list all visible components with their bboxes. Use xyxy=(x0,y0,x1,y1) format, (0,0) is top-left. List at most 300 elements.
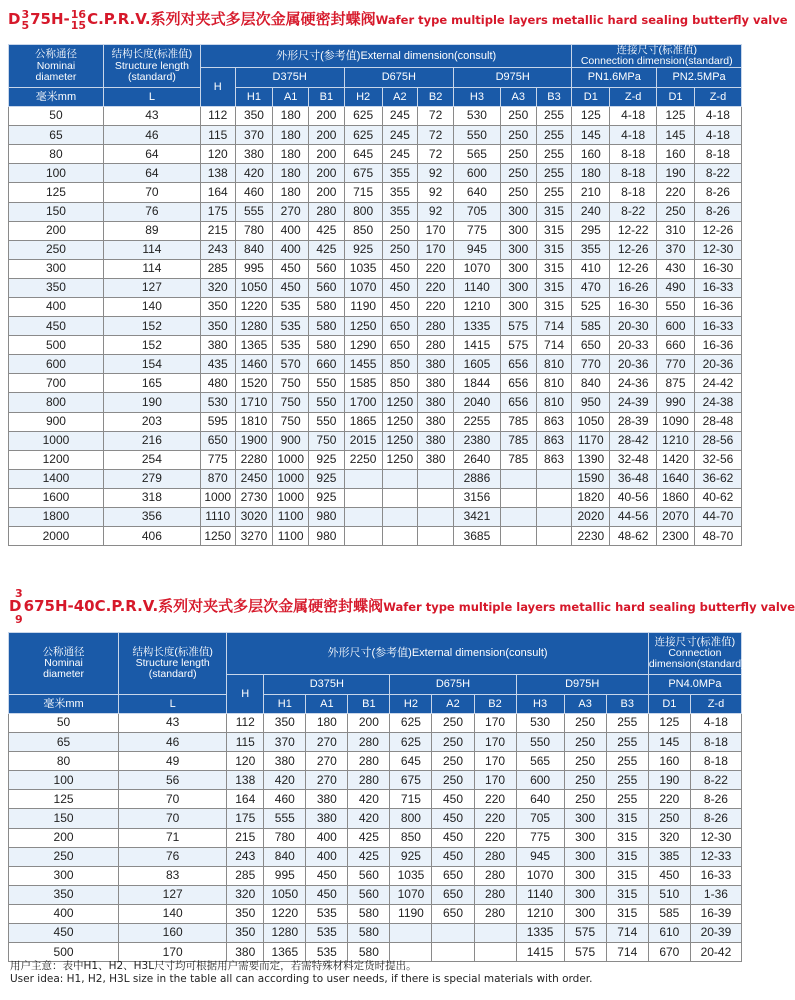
table-cell: 315 xyxy=(536,240,572,259)
table-cell: 430 xyxy=(657,259,695,278)
table-cell: 138 xyxy=(227,771,264,790)
structure-length-en2: (standard) xyxy=(127,70,176,83)
table-cell: 565 xyxy=(453,145,500,164)
pn16-header: PN1.6MPa xyxy=(572,68,657,88)
table-cell: 435 xyxy=(200,355,235,374)
table-cell: 250 xyxy=(9,240,104,259)
table-cell: 2280 xyxy=(235,450,273,469)
table-cell: 380 xyxy=(418,431,454,450)
table-cell: 450 xyxy=(273,278,309,297)
table-cell: 2020 xyxy=(572,508,610,527)
table-cell: 80 xyxy=(9,145,104,164)
table-cell xyxy=(382,508,418,527)
table-cell: 380 xyxy=(418,355,454,374)
table-cell: 945 xyxy=(453,240,500,259)
structure-length-cn: 结构长度(标准值) xyxy=(111,48,193,61)
structure-length-en2: (standard) xyxy=(148,668,197,680)
table-cell: 1280 xyxy=(235,317,273,336)
table-cell: 450 xyxy=(382,297,418,316)
table-cell: 625 xyxy=(390,733,432,752)
table-cell: 2640 xyxy=(453,450,500,469)
table-cell: 785 xyxy=(500,412,536,431)
table-cell: 870 xyxy=(200,469,235,488)
d675h-header: D675H xyxy=(344,68,453,88)
table-cell: 1590 xyxy=(572,469,610,488)
table-cell: 255 xyxy=(536,145,572,164)
table-cell xyxy=(382,488,418,507)
a1-header: A1 xyxy=(273,88,309,107)
table-cell: 315 xyxy=(536,221,572,240)
table-cell: 300 xyxy=(564,828,606,847)
table-cell: 164 xyxy=(200,183,235,202)
table-cell: 1250 xyxy=(200,527,235,546)
table-cell: 315 xyxy=(606,904,648,923)
nominal-diameter-header xyxy=(9,633,119,695)
table-cell: 20-42 xyxy=(690,943,741,962)
table-cell: 980 xyxy=(309,508,345,527)
table-cell: 76 xyxy=(119,847,227,866)
table-cell: 254 xyxy=(103,450,200,469)
table-cell: 560 xyxy=(309,259,345,278)
table-cell: 2015 xyxy=(344,431,382,450)
table-cell: 595 xyxy=(200,412,235,431)
title2-model-sup: 3 xyxy=(15,587,23,600)
table-cell: 250 xyxy=(9,847,119,866)
table-cell: 350 xyxy=(235,107,273,126)
table-cell xyxy=(418,527,454,546)
table-cell: 500 xyxy=(9,336,104,355)
table-cell: 1070 xyxy=(453,259,500,278)
table-cell: 320 xyxy=(648,828,690,847)
table-cell: 1365 xyxy=(264,943,306,962)
table-cell: 120 xyxy=(227,752,264,771)
table-cell: 400 xyxy=(306,847,348,866)
table-cell: 2255 xyxy=(453,412,500,431)
table-cell: 450 xyxy=(648,866,690,885)
table-row xyxy=(9,145,742,164)
table-cell xyxy=(500,508,536,527)
table-cell: 450 xyxy=(9,924,119,943)
table-cell: 1900 xyxy=(235,431,273,450)
table-cell: 70 xyxy=(119,809,227,828)
table-cell: 3270 xyxy=(235,527,273,546)
table-row xyxy=(9,904,742,923)
table-cell: 4-18 xyxy=(694,126,741,145)
table-cell: 775 xyxy=(453,221,500,240)
table-cell: 3685 xyxy=(453,527,500,546)
table-cell: 1-36 xyxy=(690,885,741,904)
table-cell: 64 xyxy=(103,164,200,183)
table-cell: 750 xyxy=(309,431,345,450)
table-cell: 420 xyxy=(235,164,273,183)
table-cell: 190 xyxy=(103,393,200,412)
table-cell: 315 xyxy=(606,828,648,847)
table-cell xyxy=(474,924,516,943)
table-cell: 170 xyxy=(474,733,516,752)
table-cell: 220 xyxy=(648,790,690,809)
table-cell: 800 xyxy=(344,202,382,221)
table-row xyxy=(9,317,742,336)
table-cell: 36-48 xyxy=(610,469,657,488)
table-cell: 300 xyxy=(500,202,536,221)
table-cell: 160 xyxy=(657,145,695,164)
table-cell: 2380 xyxy=(453,431,500,450)
table-cell: 490 xyxy=(657,278,695,297)
table-cell: 70 xyxy=(119,790,227,809)
table-cell: 255 xyxy=(606,790,648,809)
table-cell: 89 xyxy=(103,221,200,240)
table-row xyxy=(9,733,742,752)
table-row xyxy=(9,885,742,904)
table-cell: 1070 xyxy=(516,866,564,885)
table-cell: 315 xyxy=(606,809,648,828)
table-cell: 4-18 xyxy=(610,126,657,145)
table-cell: 1520 xyxy=(235,374,273,393)
table-cell: 315 xyxy=(536,278,572,297)
table-cell: 810 xyxy=(536,374,572,393)
table1-title xyxy=(8,8,788,31)
table-cell: 585 xyxy=(648,904,690,923)
table-cell: 72 xyxy=(418,145,454,164)
table-cell: 175 xyxy=(227,809,264,828)
table-cell: 530 xyxy=(453,107,500,126)
table-cell: 350 xyxy=(200,297,235,316)
table-cell: 16-36 xyxy=(694,336,741,355)
table-cell: 660 xyxy=(309,355,345,374)
table-cell: 370 xyxy=(264,733,306,752)
table-cell: 2730 xyxy=(235,488,273,507)
table-cell: 180 xyxy=(273,126,309,145)
table-cell: 245 xyxy=(382,145,418,164)
table-cell: 650 xyxy=(572,336,610,355)
table-cell: 410 xyxy=(572,259,610,278)
table-cell: 285 xyxy=(227,866,264,885)
table-cell: 8-26 xyxy=(690,809,741,828)
table-cell: 1415 xyxy=(453,336,500,355)
table-cell: 1170 xyxy=(572,431,610,450)
table-cell: 40-62 xyxy=(694,488,741,507)
d375h-header: D375H xyxy=(235,68,344,88)
table-cell: 995 xyxy=(264,866,306,885)
table-cell: 400 xyxy=(306,828,348,847)
table-cell: 535 xyxy=(306,924,348,943)
title2-chinese: 系列对夹式多层次金属硬密封蝶阀 xyxy=(158,597,384,615)
table-cell: 300 xyxy=(9,259,104,278)
table-cell: 46 xyxy=(119,733,227,752)
table-cell: 1365 xyxy=(235,336,273,355)
table-cell: 170 xyxy=(119,943,227,962)
table-cell: 200 xyxy=(9,828,119,847)
table-cell: 270 xyxy=(273,202,309,221)
table-cell: 700 xyxy=(9,374,104,393)
d1-header: D1 xyxy=(572,88,610,107)
table-cell: 380 xyxy=(306,809,348,828)
table-cell: 380 xyxy=(264,752,306,771)
table-cell: 380 xyxy=(418,450,454,469)
table-cell: 1455 xyxy=(344,355,382,374)
table-cell: 300 xyxy=(564,866,606,885)
table-cell: 200 xyxy=(309,107,345,126)
table-cell: 350 xyxy=(9,278,104,297)
table-cell: 810 xyxy=(536,393,572,412)
table-cell: 170 xyxy=(474,752,516,771)
table-cell: 70 xyxy=(103,183,200,202)
table-cell: 270 xyxy=(306,752,348,771)
table-cell: 1190 xyxy=(344,297,382,316)
table-cell: 32-56 xyxy=(694,450,741,469)
d1-header: D1 xyxy=(657,88,695,107)
table-cell: 925 xyxy=(390,847,432,866)
table-row xyxy=(9,752,742,771)
table-cell: 160 xyxy=(119,924,227,943)
table-cell: 250 xyxy=(432,771,474,790)
table-cell: 714 xyxy=(606,924,648,943)
table-cell: 200 xyxy=(348,714,390,733)
nominal-diameter-en1: Nominai xyxy=(36,59,76,72)
table-cell: 1210 xyxy=(453,297,500,316)
table-cell: 535 xyxy=(273,317,309,336)
table-cell: 8-18 xyxy=(610,145,657,164)
table-cell: 380 xyxy=(200,336,235,355)
table-cell: 20-36 xyxy=(694,355,741,374)
table-cell: 714 xyxy=(606,943,648,962)
table-cell: 8-18 xyxy=(610,183,657,202)
table-cell: 1290 xyxy=(344,336,382,355)
table-cell: 600 xyxy=(516,771,564,790)
table-cell: 315 xyxy=(536,202,572,221)
table-cell: 863 xyxy=(536,412,572,431)
table-cell: 2450 xyxy=(235,469,273,488)
table-cell: 945 xyxy=(516,847,564,866)
table-cell: 280 xyxy=(474,904,516,923)
table-cell: 640 xyxy=(516,790,564,809)
table-cell: 810 xyxy=(536,355,572,374)
table-cell: 355 xyxy=(382,183,418,202)
table-cell: 660 xyxy=(657,336,695,355)
table-cell xyxy=(344,488,382,507)
table-cell: 560 xyxy=(348,866,390,885)
table-cell: 610 xyxy=(648,924,690,943)
table-cell: 480 xyxy=(200,374,235,393)
table-cell: 1210 xyxy=(657,431,695,450)
table-cell: 785 xyxy=(500,431,536,450)
table-cell: 72 xyxy=(418,126,454,145)
table-cell: 190 xyxy=(648,771,690,790)
table-row xyxy=(9,374,742,393)
table-cell: 1700 xyxy=(344,393,382,412)
table-cell: 863 xyxy=(536,431,572,450)
table-cell: 1400 xyxy=(9,469,104,488)
table-cell: 425 xyxy=(348,828,390,847)
table-cell: 8-22 xyxy=(694,164,741,183)
table-cell: 16-36 xyxy=(694,297,741,316)
table-cell: 12-30 xyxy=(690,828,741,847)
connection-dimension-en: Connection dimension(standard) xyxy=(580,55,733,68)
table-cell: 580 xyxy=(348,924,390,943)
table-cell: 180 xyxy=(273,145,309,164)
table-cell: 127 xyxy=(119,885,227,904)
table-cell: 2040 xyxy=(453,393,500,412)
table-cell: 1050 xyxy=(235,278,273,297)
table-cell: 164 xyxy=(227,790,264,809)
table-cell: 580 xyxy=(309,317,345,336)
table-cell: 4-18 xyxy=(690,714,741,733)
table-cell: 115 xyxy=(200,126,235,145)
table-cell: 580 xyxy=(309,297,345,316)
table-cell: 200 xyxy=(9,221,104,240)
table-cell: 280 xyxy=(348,733,390,752)
table-cell: 145 xyxy=(657,126,695,145)
table-cell xyxy=(500,469,536,488)
table-cell: 250 xyxy=(500,107,536,126)
table-cell: 250 xyxy=(564,752,606,771)
table-cell: 714 xyxy=(536,336,572,355)
table-cell: 140 xyxy=(119,904,227,923)
table-cell: 8-18 xyxy=(610,164,657,183)
table-cell: 250 xyxy=(500,126,536,145)
table-cell: 250 xyxy=(500,145,536,164)
table-cell: 580 xyxy=(309,336,345,355)
table-cell: 12-22 xyxy=(610,221,657,240)
table-row xyxy=(9,202,742,221)
table-cell: 840 xyxy=(264,847,306,866)
table-cell: 775 xyxy=(516,828,564,847)
table-cell: 280 xyxy=(474,885,516,904)
h1-header: H1 xyxy=(235,88,273,107)
table-cell: 24-39 xyxy=(610,393,657,412)
table-cell: 3020 xyxy=(235,508,273,527)
table-cell: 220 xyxy=(418,259,454,278)
table-cell xyxy=(536,508,572,527)
table-row xyxy=(9,847,742,866)
table-cell: 1070 xyxy=(344,278,382,297)
title1-pressure-top: 16 xyxy=(70,7,87,21)
table-row xyxy=(9,714,742,733)
table-cell: 80 xyxy=(9,752,119,771)
table-row xyxy=(9,431,742,450)
table-cell: 255 xyxy=(536,164,572,183)
table-cell: 300 xyxy=(500,240,536,259)
footnote-chinese: 用户主意：表中H1、H2、H3L尺寸均可根据用户需要而定，若需特殊材料定货时提出。 xyxy=(10,960,417,972)
title2-english: Wafer type multiple layers metallic hard sealing butterfly valve xyxy=(383,600,795,614)
table-cell: 355 xyxy=(382,202,418,221)
table-cell: 500 xyxy=(9,943,119,962)
table-cell: 650 xyxy=(432,866,474,885)
table-cell: 4-18 xyxy=(694,107,741,126)
d1-header: D1 xyxy=(648,695,690,714)
table-cell: 450 xyxy=(382,278,418,297)
table-cell: 1100 xyxy=(273,508,309,527)
table-cell: 1090 xyxy=(657,412,695,431)
table-cell: 1100 xyxy=(273,527,309,546)
table-cell: 280 xyxy=(348,752,390,771)
table-cell: 145 xyxy=(572,126,610,145)
table-row xyxy=(9,508,742,527)
table-row xyxy=(9,412,742,431)
table-cell: 714 xyxy=(536,317,572,336)
table-row xyxy=(9,278,742,297)
structure-length-cn: 结构长度(标准值) xyxy=(132,645,213,658)
table-cell: 125 xyxy=(572,107,610,126)
table-row xyxy=(9,809,742,828)
table-cell: 112 xyxy=(227,714,264,733)
table-cell: 1600 xyxy=(9,488,104,507)
connection-dimension-header xyxy=(572,45,742,68)
table-row xyxy=(9,336,742,355)
table-cell: 280 xyxy=(474,847,516,866)
table-cell xyxy=(500,527,536,546)
table-cell: 705 xyxy=(453,202,500,221)
table-cell: 450 xyxy=(273,259,309,278)
table-cell: 530 xyxy=(516,714,564,733)
table-cell: 12-26 xyxy=(694,221,741,240)
table-cell: 863 xyxy=(536,450,572,469)
table-cell: 625 xyxy=(344,126,382,145)
title1-english: Wafer type multiple layers metallic hard sealing butterfly valve xyxy=(375,13,788,27)
table-cell: 250 xyxy=(648,809,690,828)
table-cell: 16-26 xyxy=(610,278,657,297)
table-cell: 1250 xyxy=(382,450,418,469)
connection-dimension-cn: 连接尺寸(标准值) xyxy=(654,635,736,648)
table-cell: 32-48 xyxy=(610,450,657,469)
table-cell: 925 xyxy=(309,488,345,507)
table-cell: 350 xyxy=(264,714,306,733)
table-cell: 1070 xyxy=(390,885,432,904)
table-cell: 1050 xyxy=(264,885,306,904)
table-cell: 470 xyxy=(572,278,610,297)
b2-header: B2 xyxy=(474,695,516,714)
table-cell: 925 xyxy=(309,450,345,469)
table-cell: 210 xyxy=(572,183,610,202)
table-cell: 510 xyxy=(648,885,690,904)
table-cell: 76 xyxy=(103,202,200,221)
table-cell: 180 xyxy=(572,164,610,183)
table-cell: 16-33 xyxy=(690,866,741,885)
table-cell: 656 xyxy=(500,393,536,412)
table-cell: 1000 xyxy=(200,488,235,507)
table-cell: 1110 xyxy=(200,508,235,527)
table-cell: 535 xyxy=(273,336,309,355)
table-cell: 112 xyxy=(200,107,235,126)
title1-pressure-bottom: 15 xyxy=(70,18,87,32)
table-cell: 8-18 xyxy=(694,145,741,164)
table-cell: 600 xyxy=(453,164,500,183)
table-cell: 585 xyxy=(572,317,610,336)
table-cell: 24-36 xyxy=(610,374,657,393)
table-cell: 20-36 xyxy=(610,355,657,374)
table-cell: 900 xyxy=(273,431,309,450)
table2-dimensions xyxy=(8,632,745,962)
mm-header: 毫米mm xyxy=(9,695,119,714)
table-cell: 380 xyxy=(306,790,348,809)
table-cell xyxy=(382,469,418,488)
table-cell: 300 xyxy=(9,866,119,885)
table-cell: 165 xyxy=(103,374,200,393)
table-cell: 300 xyxy=(500,259,536,278)
table-cell: 50 xyxy=(9,714,119,733)
table-cell: 560 xyxy=(348,885,390,904)
table-cell: 1220 xyxy=(235,297,273,316)
table-cell: 220 xyxy=(418,297,454,316)
table-cell: 550 xyxy=(516,733,564,752)
table-cell: 49 xyxy=(119,752,227,771)
table-cell: 120 xyxy=(200,145,235,164)
d375h-header: D375H xyxy=(264,675,390,695)
table-cell: 250 xyxy=(432,714,474,733)
pn25-header: PN2.5MPa xyxy=(657,68,742,88)
table-cell xyxy=(390,943,432,962)
table-cell: 300 xyxy=(500,221,536,240)
